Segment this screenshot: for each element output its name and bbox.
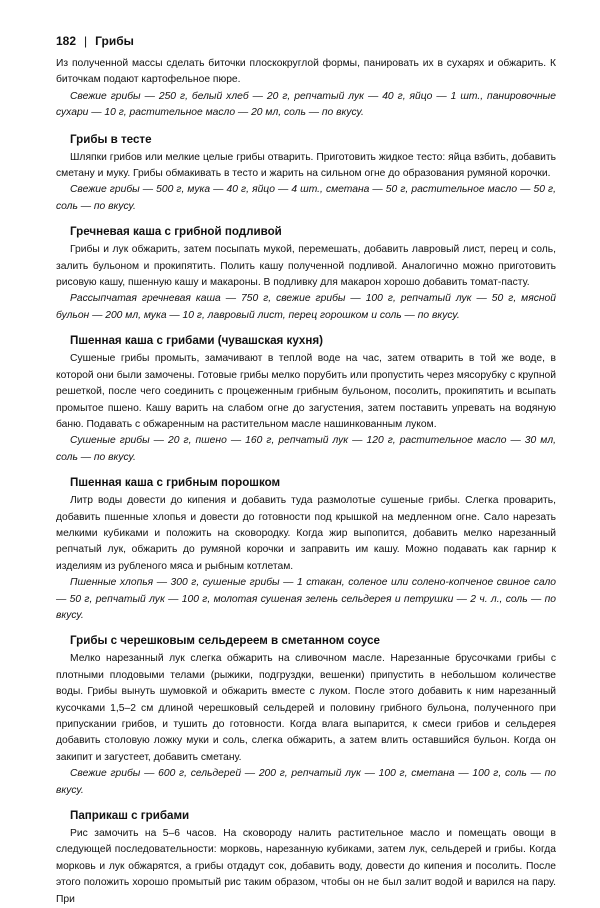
recipe-buckwheat-with-gravy [56, 224, 556, 324]
header-separator: | [84, 34, 88, 48]
recipe-title: Грибы с черешковым сельдереем в сметанном соусе [70, 634, 380, 648]
intro-ingredients: Свежие грибы — 250 г, белый хлеб — 20 г, репчатый лук — 40 г, яйцо — 1 шт., панировочные сухари — 10 г, растительное масло — 20 мл, соль — по вкусу. [56, 90, 556, 119]
recipe-mushrooms-in-batter [56, 132, 556, 216]
recipe-title: Гречневая каша с грибной подливой [70, 225, 282, 239]
recipe-ingredients: Свежие грибы — 500 г, мука — 40 г, яйцо — 4 шт., сметана — 50 г, растительное масло — 50 г, соль — по вкусу. [56, 184, 556, 212]
recipe-title: Пшенная каша с грибным порошком [70, 476, 281, 490]
chapter-title: Грибы [95, 34, 134, 48]
recipe-ingredients: Рассыпчатая гречневая каша — 750 г, свежие грибы — 100 г, репчатый лук — 50 г, мясной бульон — 200 мл, мука — 10 г, лавровый лист, перец горошком и соль — по вкусу. [56, 293, 556, 321]
recipe-text: Грибы и лук обжарить, затем посыпать мукой, перемешать, добавить лавровый лист, перец и соль, залить бульоном и прокипятить. Полить кашу полученной подливой. Аналогично можно приготовить рисовую кашу, пшенную кашу и макароны. В подливку для макарон хорошо добавить томат-пасту. [56, 244, 556, 289]
recipe-ingredients: Сушеные грибы — 20 г, пшено — 160 г, репчатый лук — 120 г, растительное масло — 30 мл, соль — по вкусу. [56, 435, 556, 463]
recipe-text: Мелко нарезанный лук слегка обжарить на сливочном масле. Нарезанные брусочками грибы с плотными плодовыми телами (рыжики, подгруздки, вешенки) припустить в небольшом количестве воды. Грибы вынуть шумовкой и обжарить вместе с луком. После этого добавить к ним нарезанный кусочками 1,5–2 см длиной черешковый сельдерей и половину грибного бульона, полученного при припускании грибов, и тушить до готовности. Когда влага выпарится, к смеси грибов и сельдерея добавить столовую ложку муки и соль, слегка обжарить, а затем влить оставшийся бульон. Когда он закипит и загустеет, добавить сметану. [56, 653, 556, 763]
page-header [56, 30, 556, 52]
recipe-ingredients: Пшенные хлопья — 300 г, сушеные грибы — 1 стакан, соленое или солено-копченое свиное сало — 50 г, репчатый лук — 100 г, молотая сушеная зелень сельдерея и петрушки — 2 ч. л., соль — по вкусу. [56, 577, 556, 621]
recipe-millet-with-mushrooms [56, 333, 556, 466]
recipe-title: Паприкаш с грибами [70, 809, 190, 823]
book-page [56, 30, 556, 908]
recipe-text: Сушеные грибы промыть, замачивают в теплой воде на час, затем отварить в той же воде, в которой они были замочены. Готовые грибы мелко порубить или пропустить через мясорубку с крупной решеткой, после чего соединить с процеженным грибным бульоном, посолить, прокипятить и всыпать промытое пшено. Кашу варить на слабом огне до загустения, затем поставить упревать на водяную баню. Подавать с обжаренным на растительном масле нашинкованным луком. [56, 353, 556, 430]
recipe-title: Пшенная каша с грибами (чувашская кухня) [70, 334, 323, 348]
intro-continuation [56, 56, 556, 122]
recipe-title: Грибы в тесте [70, 132, 152, 146]
recipe-text: Шляпки грибов или мелкие целые грибы отварить. Приготовить жидкое тесто: яйца взбить, добавить сметану и муку. Грибы обмакивать в тесто и жарить на сильном огне до образования румяной корочки. [56, 151, 556, 180]
recipe-mushrooms-with-celery [56, 633, 556, 799]
recipe-ingredients: Свежие грибы — 600 г, сельдерей — 200 г, репчатый лук — 100 г, сметана — 100 г, соль — по вкусу. [56, 768, 556, 796]
recipe-paprikash-with-mushrooms [56, 808, 556, 908]
recipe-millet-with-mushroom-powder [56, 475, 556, 624]
page-number: 182 [56, 34, 77, 48]
recipe-text: Рис замочить на 5–6 часов. На сковороду налить растительное масло и помещать овощи в следующей последовательности: морковь, нарезанную кубиками, затем лук, сельдерей и грибы. Когда морковь и лук обжарятся, а грибы отдадут сок, добавить воду, довести до кипения и посолить. После этого положить хорошо промытый рис таким образом, чтобы он не был залит водой и варился на пару. При [56, 828, 556, 905]
intro-text: Из полученной массы сделать биточки плоскокруглой формы, панировать их в сухарях и обжарить. К биточкам подают картофельное пюре. [56, 58, 556, 86]
recipe-text: Литр воды довести до кипения и добавить туда размолотые сушеные грибы. Слегка проварить, добавить пшенные хлопья и довести до готовности под крышкой на медленном огне. Сало нарезать мелкими кубиками и положить на сковородку. Когда жир выпопится, добавить мелко нарезанный репчатый лук, обжарить до румяной корочки и заправить им кашу. Можно подавать как гарнир к изделиям из рубленого мяса и рыбным котлетам. [56, 495, 556, 572]
